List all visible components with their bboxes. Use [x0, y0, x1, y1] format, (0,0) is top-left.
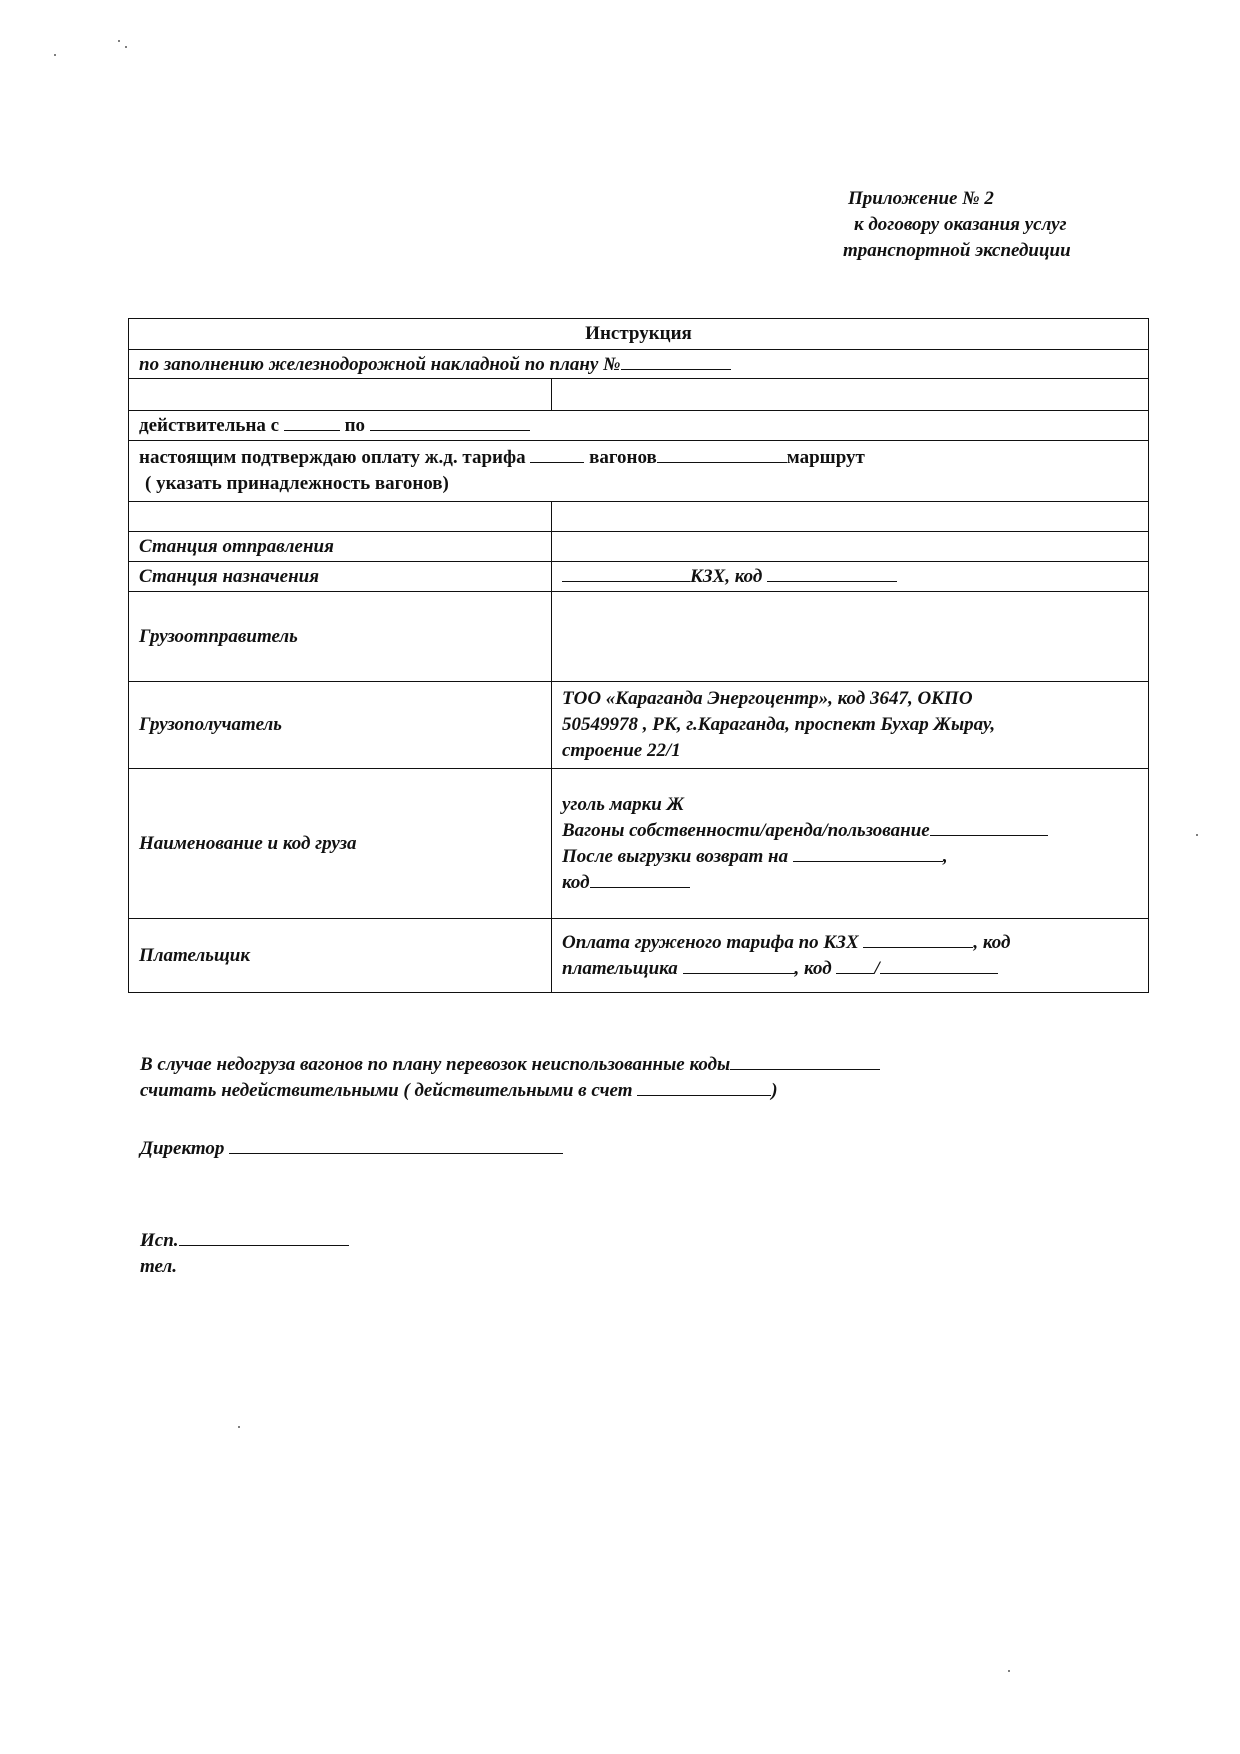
underload-text-2: считать недействительными ( действительными в счет	[140, 1080, 633, 1101]
table-row	[129, 350, 1149, 379]
director-signature-field[interactable]	[229, 1137, 563, 1154]
appendix-header	[843, 186, 1071, 264]
table-row	[129, 592, 1149, 682]
cargo-coal-grade: уголь марки Ж	[562, 793, 685, 815]
validity-to-label: по	[344, 415, 366, 436]
empty-cell	[129, 379, 552, 411]
credit-account-field[interactable]	[637, 1079, 771, 1096]
table-row	[129, 682, 1149, 769]
executor-block	[140, 1228, 349, 1280]
payer-code-field-2[interactable]	[880, 957, 998, 974]
destination-railway-label: КЗХ, код	[690, 566, 763, 587]
payer-label: Плательщик	[129, 919, 552, 993]
table-row	[129, 319, 1149, 350]
consignee-label: Грузополучатель	[129, 682, 552, 769]
shipper-value[interactable]	[552, 592, 1149, 682]
return-station-field[interactable]	[793, 845, 943, 862]
instruction-table	[128, 318, 1149, 993]
destination-station-field[interactable]	[562, 565, 690, 582]
cargo-return-comma: ,	[942, 845, 948, 867]
route-label: маршрут	[786, 447, 865, 468]
underload-text: В случае недогруза вагонов по плану перевозок неиспользованные коды	[140, 1054, 731, 1075]
appendix-number: Приложение № 2	[848, 188, 994, 209]
scan-speck	[54, 54, 56, 56]
destination-station-label: Станция назначения	[129, 562, 552, 592]
underload-close-paren: )	[771, 1080, 778, 1101]
wagons-field[interactable]	[657, 446, 787, 463]
cargo-code-label: код	[562, 871, 590, 893]
confirmation-cell	[129, 441, 1149, 502]
phone-label: тел.	[140, 1256, 177, 1277]
consignee-line: 50549978 , РК, г.Караганда, проспект Бухар Жырау,	[562, 714, 996, 735]
scan-speck	[125, 46, 127, 48]
consignee-line: ТОО «Караганда Энергоцентр», код 3647, ОКПО	[562, 688, 973, 709]
scan-speck	[238, 1426, 240, 1428]
payer-label-2: плательщика	[562, 957, 678, 979]
table-row	[129, 919, 1149, 993]
table-row	[129, 411, 1149, 441]
payer-code-field-1[interactable]	[836, 957, 874, 974]
payer-tariff-field[interactable]	[863, 931, 973, 948]
cargo-wagons-ownership: Вагоны собственности/аренда/пользование	[562, 819, 930, 841]
tariff-field[interactable]	[530, 446, 584, 463]
director-signature-line	[140, 1136, 563, 1162]
appendix-service-type: транспортной экспедиции	[843, 240, 1071, 261]
payer-value	[552, 919, 1149, 993]
table-row	[129, 769, 1149, 919]
scan-speck	[118, 40, 120, 42]
table-row	[129, 379, 1149, 411]
director-label: Директор	[140, 1138, 225, 1159]
scan-speck	[1008, 1670, 1010, 1672]
unused-codes-field[interactable]	[730, 1053, 880, 1070]
cargo-value	[552, 769, 1149, 919]
appendix-contract-ref: к договору оказания услуг	[854, 214, 1067, 235]
scan-speck	[1196, 834, 1198, 836]
ownership-field[interactable]	[930, 819, 1048, 836]
destination-code-field[interactable]	[767, 565, 897, 582]
underload-note	[140, 1052, 880, 1104]
payer-tariff-text: Оплата груженого тарифа по КЗХ	[562, 931, 859, 953]
wagons-note: ( указать принадлежность вагонов)	[145, 473, 449, 494]
table-row	[129, 502, 1149, 532]
table-row	[129, 562, 1149, 592]
empty-cell	[552, 379, 1149, 411]
shipper-label: Грузоотправитель	[129, 592, 552, 682]
table-row	[129, 532, 1149, 562]
table-title: Инструкция	[129, 319, 1149, 350]
empty-cell	[129, 502, 552, 532]
subtitle-text: по заполнению железнодорожной накладной по плану №	[139, 353, 621, 375]
payer-code-slash: /	[874, 957, 880, 979]
departure-station-label: Станция отправления	[129, 532, 552, 562]
empty-cell	[552, 502, 1149, 532]
payer-code-label: , код	[973, 931, 1011, 953]
wagons-label: вагонов	[589, 447, 657, 468]
executor-label: Исп.	[140, 1230, 179, 1251]
valid-from-field[interactable]	[284, 414, 340, 431]
departure-station-value[interactable]	[552, 532, 1149, 562]
validity-cell	[129, 411, 1149, 441]
executor-field[interactable]	[179, 1229, 349, 1246]
destination-station-value	[552, 562, 1149, 592]
cargo-return-label: После выгрузки возврат на	[562, 845, 789, 867]
plan-number-field[interactable]	[621, 353, 731, 370]
consignee-value	[552, 682, 1149, 769]
cargo-label: Наименование и код груза	[129, 769, 552, 919]
table-row	[129, 441, 1149, 502]
payer-name-field[interactable]	[683, 957, 795, 974]
payer-code-label-2: , код	[794, 957, 832, 979]
confirmation-text: настоящим подтверждаю оплату ж.д. тарифа	[139, 447, 526, 468]
consignee-line: строение 22/1	[562, 740, 681, 761]
subtitle-cell	[129, 350, 1149, 379]
return-code-field[interactable]	[590, 871, 690, 888]
valid-to-field[interactable]	[370, 414, 530, 431]
validity-from-label: действительна с	[139, 415, 280, 436]
